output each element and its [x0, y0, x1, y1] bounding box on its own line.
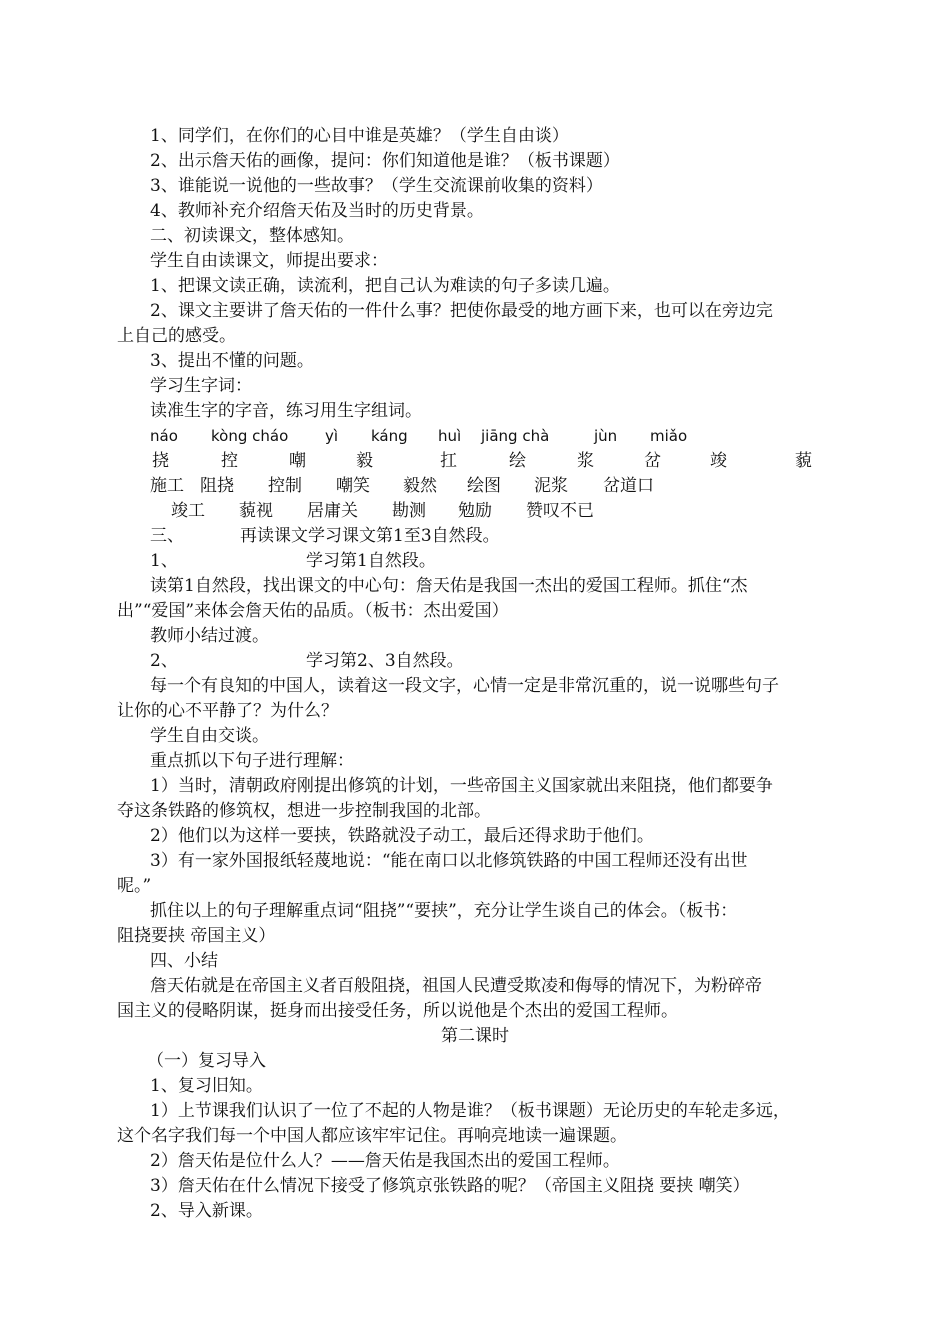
text-line: 读准生字的字音，练习用生字组词。 — [150, 401, 422, 421]
word: 控制 — [268, 476, 302, 496]
word: 嘲笑 — [336, 476, 370, 496]
text-line: 2）詹天佑是位什么人？——詹天佑是我国杰出的爱国工程师。 — [150, 1151, 620, 1171]
word: 泥浆 — [534, 476, 568, 496]
text-line: 上自己的感受。 — [117, 326, 236, 346]
text-line: 2、导入新课。 — [150, 1201, 263, 1221]
character: 浆 — [577, 451, 594, 471]
text-line: 夺这条铁路的修筑权，想进一步控制我国的北部。 — [117, 801, 491, 821]
word: 岔道口 — [603, 476, 654, 496]
pinyin-row — [0, 424, 950, 448]
text-line: 2、课文主要讲了詹天佑的一件什么事？把使你最受的地方画下来，也可以在旁边完 — [150, 301, 773, 321]
character: 藐 — [795, 451, 812, 471]
subsection-heading: 学习第1自然段。 — [306, 551, 436, 571]
text-line: 每一个有良知的中国人，读着这一段文字，心情一定是非常沉重的，说一说哪些句子 — [150, 676, 779, 696]
text-line: 3）詹天佑在什么情况下接受了修筑京张铁路的呢？（帝国主义阻挠 要挟 嘲笑） — [150, 1176, 750, 1196]
text-line: 教师小结过渡。 — [150, 626, 269, 646]
word: 勘测 — [392, 501, 426, 521]
text-line: 呢。” — [117, 876, 152, 896]
text-line: 詹天佑就是在帝国主义者百般阻挠，祖国人民遭受欺凌和侮辱的情况下，为粉碎帝 — [150, 976, 762, 996]
subsection-heading: 学习第2、3自然段。 — [306, 651, 464, 671]
word: 竣工 — [171, 501, 205, 521]
text-line: 3）有一家外国报纸轻蔑地说：“能在南口以北修筑铁路的中国工程师还没有出世 — [150, 851, 748, 871]
text-line: 国主义的侵略阴谋，挺身而出接受任务，所以说他是个杰出的爱国工程师。 — [117, 1001, 678, 1021]
section-heading: 二、初读课文，整体感知。 — [150, 226, 354, 246]
text-line: 2）他们以为这样一要挟，铁路就没子动工，最后还得求助于他们。 — [150, 826, 654, 846]
text-line: 1、把课文读正确，读流利，把自己认为难读的句子多读几遍。 — [150, 276, 620, 296]
text-line: 4、教师补充介绍詹天佑及当时的历史背景。 — [150, 201, 484, 221]
word: 施工 — [150, 476, 184, 496]
character-row — [0, 449, 950, 473]
pinyin: yì — [325, 427, 339, 445]
word: 毅然 — [403, 476, 437, 496]
text-line: 阻挠要挟 帝国主义） — [117, 926, 276, 946]
text-line: 1、同学们，在你们的心目中谁是英雄？（学生自由谈） — [150, 126, 569, 146]
word-row — [0, 499, 950, 523]
word: 赞叹不已 — [526, 501, 594, 521]
section-heading: 再读课文学习课文第1至3自然段。 — [240, 526, 500, 546]
text-line: 读第1自然段，找出课文的中心句：詹天佑是我国一杰出的爱国工程师。抓住“杰 — [150, 576, 748, 596]
section-heading: （一）复习导入 — [147, 1051, 266, 1071]
word: 居庸关 — [307, 501, 358, 521]
text-line: 3、谁能说一说他的一些故事？（学生交流课前收集的资料） — [150, 176, 603, 196]
pinyin: náo — [150, 427, 178, 445]
text-line: 重点抓以下句子进行理解： — [150, 751, 354, 771]
subsection-number: 1、 — [150, 551, 178, 571]
word: 阻挠 — [200, 476, 234, 496]
text-line: 出”“爱国”来体会詹天佑的品质。（板书：杰出爱国） — [117, 601, 509, 621]
character: 绘 — [509, 451, 526, 471]
pinyin: jiāng chà — [481, 427, 550, 445]
pinyin: huì — [438, 427, 462, 445]
character: 嘲 — [289, 451, 306, 471]
text-line: 学生自由交谈。 — [150, 726, 269, 746]
word: 绘图 — [467, 476, 501, 496]
text-line: 1）上节课我们认识了一位了不起的人物是谁？（板书课题）无论历史的车轮走多远， — [150, 1101, 790, 1121]
section-number: 三、 — [150, 526, 184, 546]
lesson-title: 第二课时 — [441, 1026, 509, 1046]
text-line: 这个名字我们每一个中国人都应该牢牢记住。再响亮地读一遍课题。 — [117, 1126, 627, 1146]
character: 毅 — [356, 451, 373, 471]
pinyin: jùn — [594, 427, 618, 445]
pinyin: miǎo — [650, 427, 688, 445]
section-heading: 四、小结 — [150, 951, 218, 971]
character: 扛 — [440, 451, 457, 471]
text-line: 2、出示詹天佑的画像，提问：你们知道他是谁？（板书课题） — [150, 151, 620, 171]
word: 藐视 — [239, 501, 273, 521]
text-line: 学生自由读课文，师提出要求： — [150, 251, 388, 271]
text-line: 3、提出不懂的问题。 — [150, 351, 314, 371]
text-line: 学习生字词： — [150, 376, 252, 396]
character: 控 — [221, 451, 238, 471]
pinyin: káng — [371, 427, 408, 445]
character: 竣 — [710, 451, 727, 471]
text-line: 抓住以上的句子理解重点词“阻挠”“要挟”，充分让学生谈自己的体会。（板书： — [150, 901, 738, 921]
text-line: 1、复习旧知。 — [150, 1076, 263, 1096]
word: 勉励 — [458, 501, 492, 521]
character: 挠 — [152, 451, 169, 471]
word-row — [0, 474, 950, 498]
character: 岔 — [644, 451, 661, 471]
text-line: 1）当时，清朝政府刚提出修筑的计划，一些帝国主义国家就出来阻挠，他们都要争 — [150, 776, 773, 796]
text-line: 让你的心不平静了？为什么？ — [117, 701, 338, 721]
pinyin: kòng cháo — [211, 427, 289, 445]
subsection-number: 2、 — [150, 651, 178, 671]
